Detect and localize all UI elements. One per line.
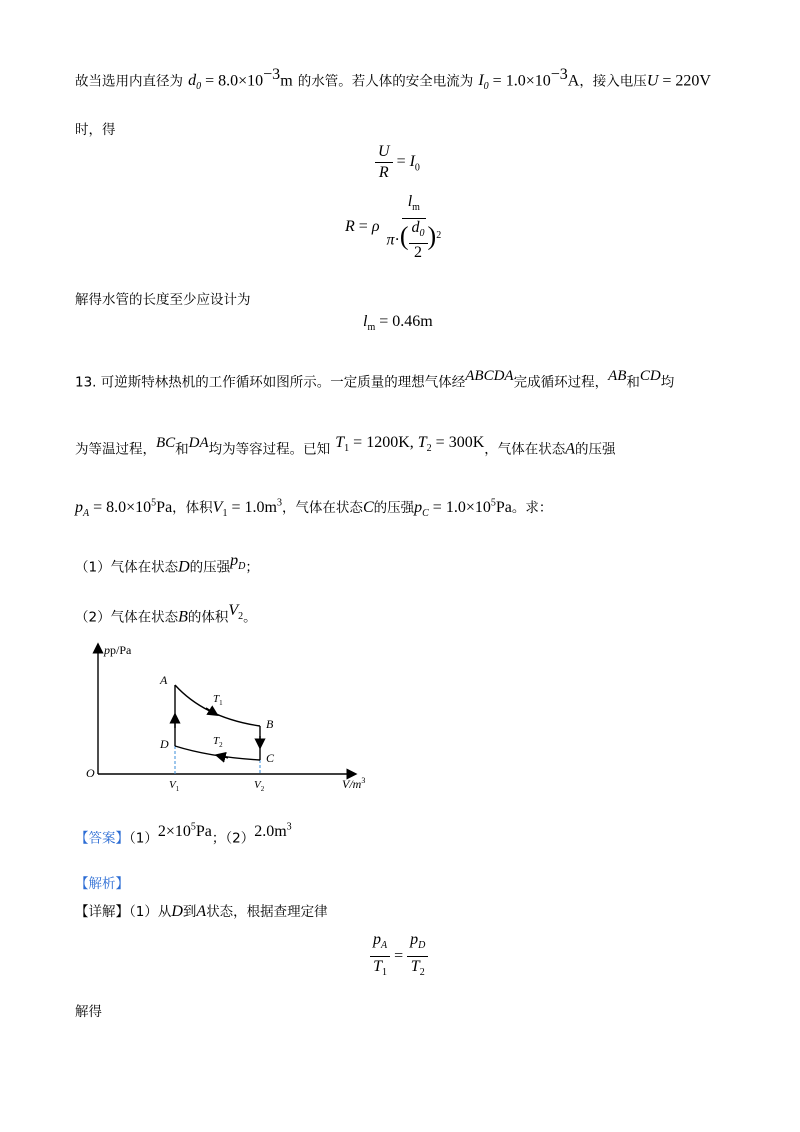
point-b-label: B (266, 717, 274, 731)
sub-question-1: （1）气体在状态D的压强$^{p_D}$； (75, 552, 259, 576)
point-a-label: A (160, 673, 168, 687)
result-length: $l_m = 0.46m$ (363, 313, 433, 334)
v1-tick-label: $V_1$ (169, 779, 180, 793)
final-solve-text: 解得 (75, 1004, 102, 1020)
question-13-line-1: 13. 可逆斯特林热机的工作循环如图所示。一定质量的理想气体经$^{ABCDA}$完成循环过程，$^{AB}$和$^{CD}$均 (75, 368, 675, 391)
pv-diagram (80, 640, 380, 800)
point-d-label: D (160, 737, 169, 751)
isotherm-t2 (175, 746, 260, 760)
detail-line: 【详解】（1）从D到A状态，根据查理定律 (75, 903, 328, 920)
point-c-label: C (266, 751, 275, 765)
equation-resistance: R = ρ $l_m$ π·( $\frac{d_0}{2}$ )$^2$ (345, 193, 442, 262)
paragraph-line-2: 时，得 (75, 122, 116, 138)
analysis-label: 【解析】 (75, 876, 129, 892)
answer-line: 【答案】$(1)^{2\times 10^5Pa}$；$(2)^{2.0m^3}$ (75, 822, 292, 847)
t1-curve-label: $T_1$ (213, 693, 223, 707)
paragraph-solve: 解得水管的长度至少应设计为 (75, 292, 251, 308)
equation-ohm: $\frac{U}{R}$ = $I_0$ (375, 142, 420, 183)
equation-charles: $\frac{p_A}{T_1}$ = $\frac{p_D}{T_2}$ (370, 930, 428, 983)
y-axis-label: pp/Pa (104, 643, 132, 657)
v2-tick-label: $V_2$ (254, 779, 265, 793)
t2-curve-label: $T_2$ (213, 735, 223, 749)
paragraph-line-1: 故当选用内直径为 $d_0 = 8.0\times 10^{-3}m$ 的水管。若人体的安全电流为 $I_0 = 1.0\times 10^{-3}A$，接入电压U = 220V (75, 66, 711, 93)
sub-question-2: （2）气体在状态B的体积$^{V_2}$。 (75, 602, 257, 626)
isotherm-t1 (175, 685, 260, 726)
question-13-line-3: $p_A = 8.0\times 10^5Pa$，体积$V_1 = 1.0m^3$，气体在状态C的压强$p_C = 1.0\times 10^5Pa$。求： (75, 497, 553, 520)
origin-label: O (86, 766, 95, 780)
question-13-line-2: 为等温过程，$^{BC}$和$^{DA}$均为等容过程。已知 $^{T_1 = 1200K, T_2 = 300K}$，气体在状态A的压强 (75, 434, 616, 458)
x-axis-label: $V/m^3$ (342, 776, 366, 791)
